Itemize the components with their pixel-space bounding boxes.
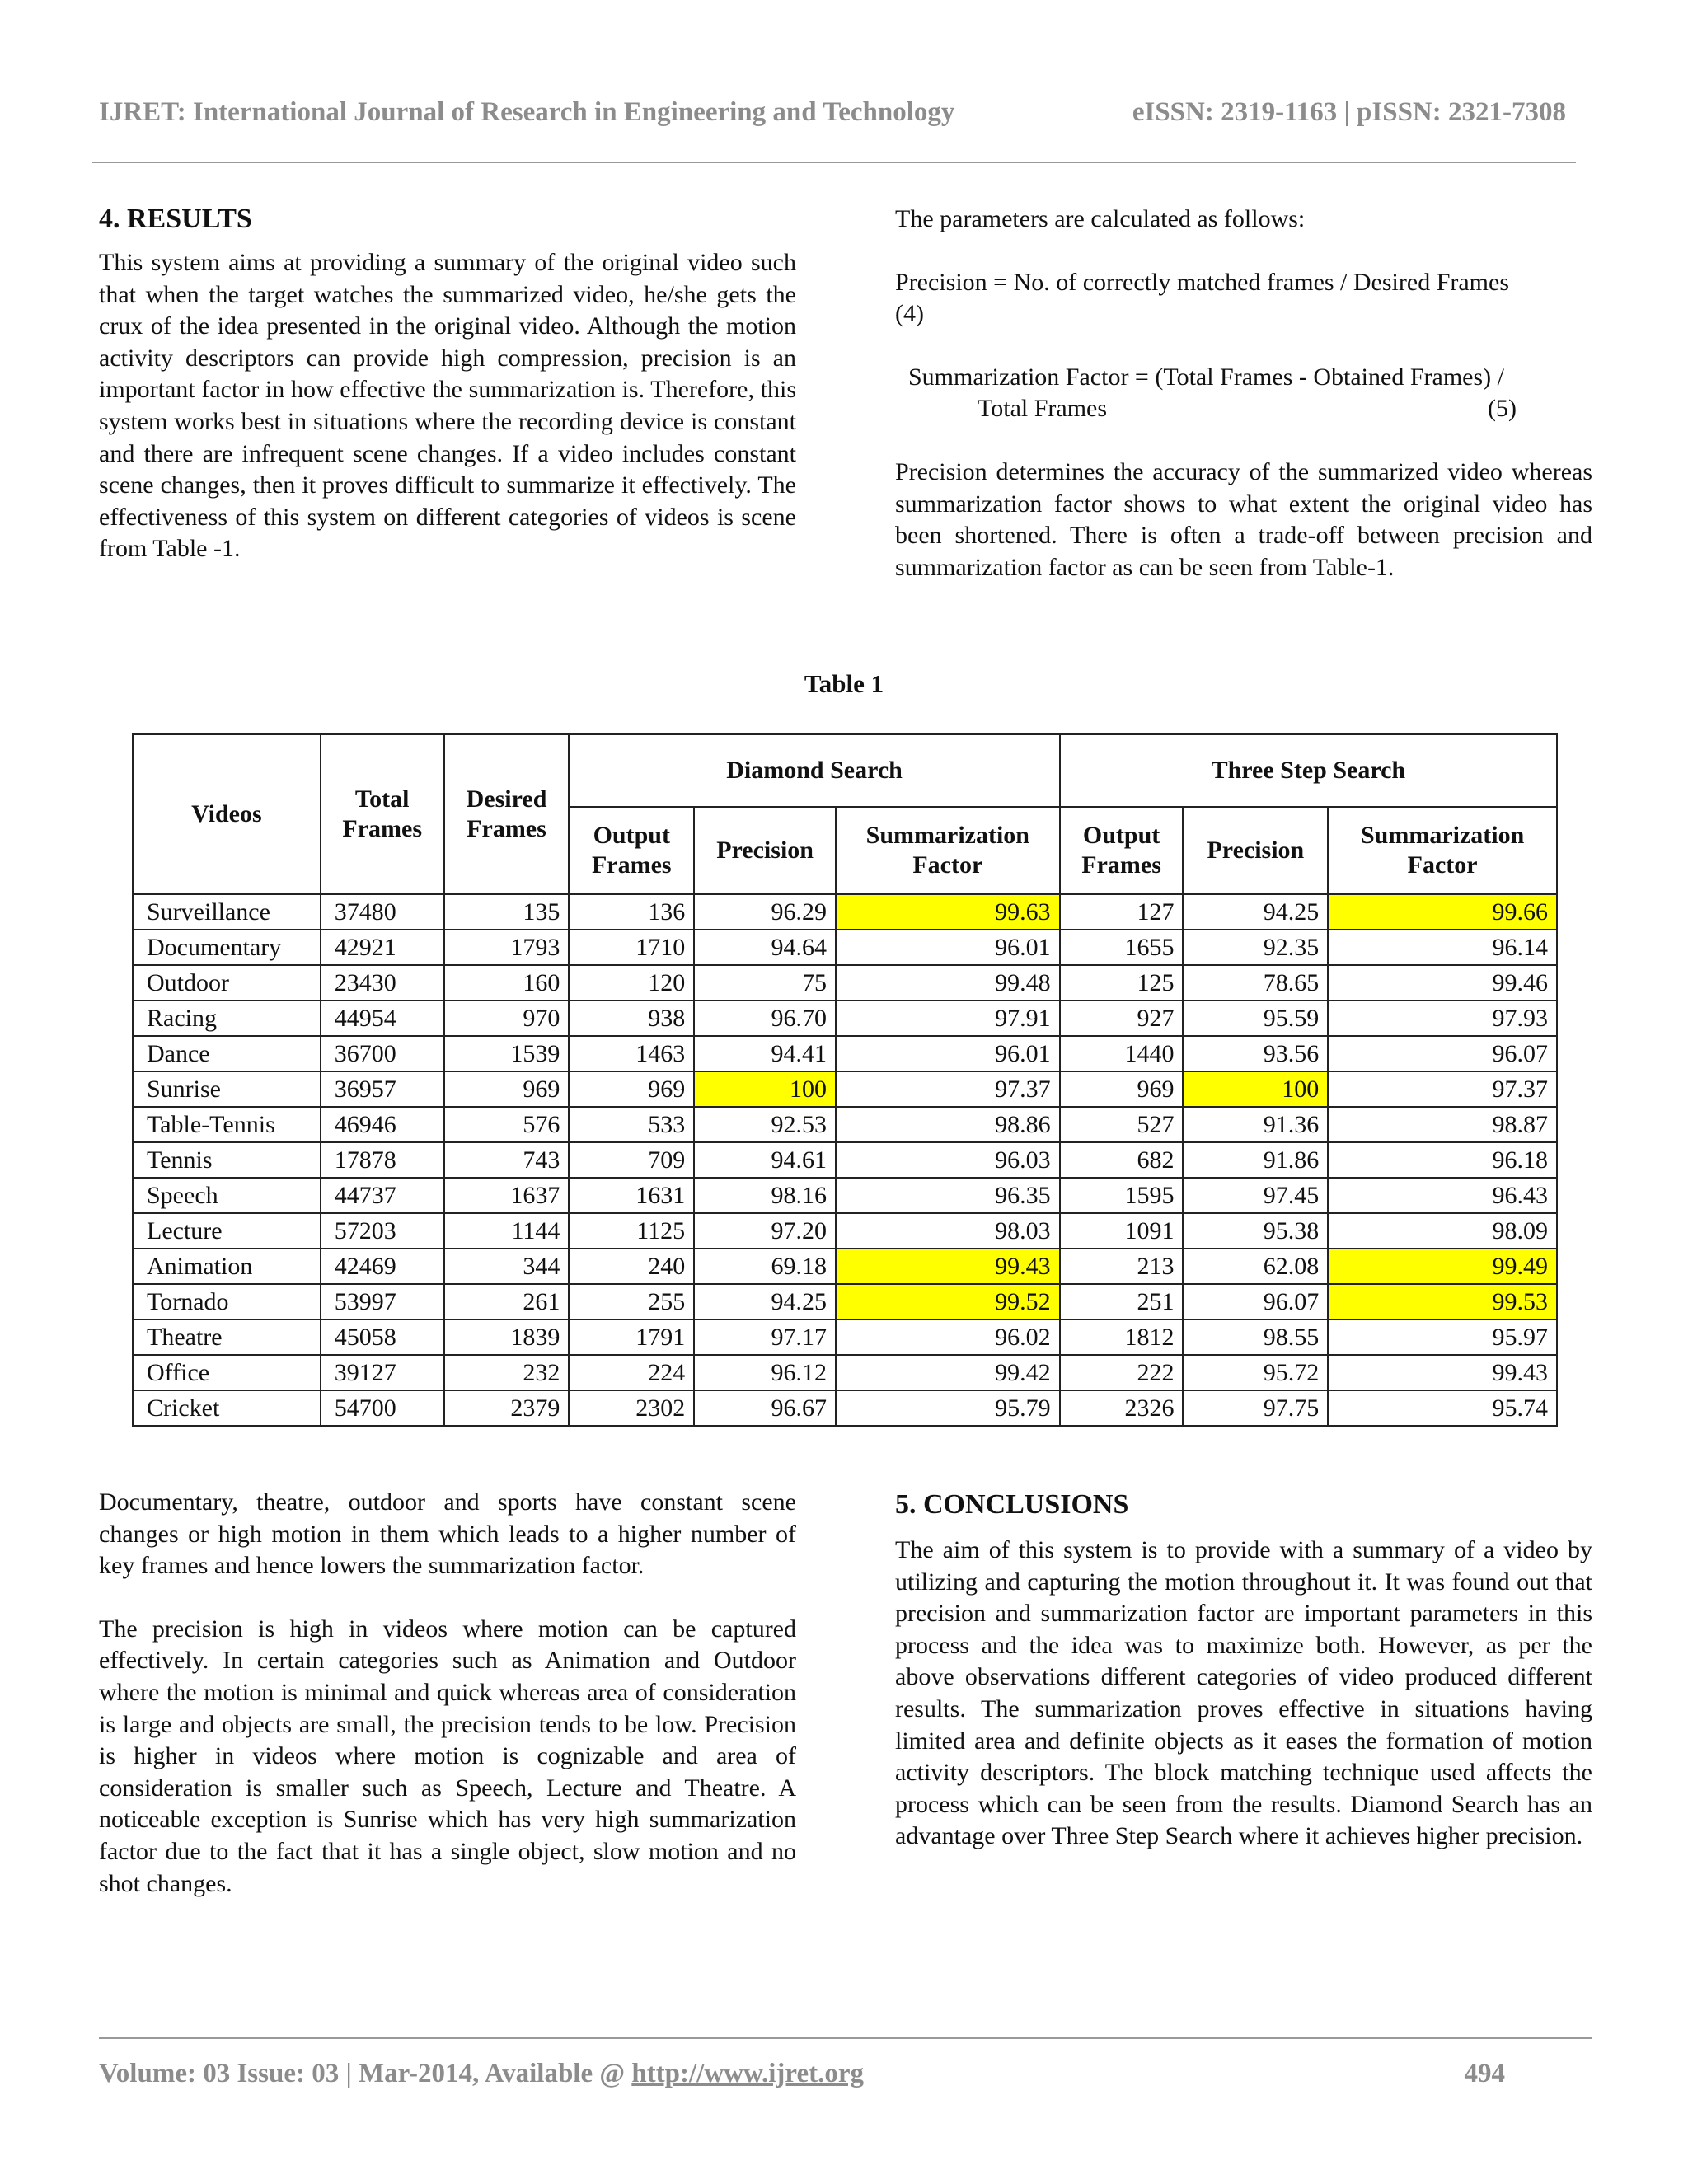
equation-number-4: (4) <box>895 300 924 328</box>
table-row <box>133 894 1557 930</box>
header-videos: Videos <box>133 734 321 894</box>
cell-desired: 743 <box>444 1142 570 1178</box>
cell-ds-precision: 96.70 <box>694 1001 836 1036</box>
cell-ds-summarization: 96.01 <box>836 930 1060 965</box>
equation-precision: Precision = No. of correctly matched frames / Desired Frames <box>895 268 1510 296</box>
table-row <box>133 1142 1557 1178</box>
cell-ds-summarization: 99.42 <box>836 1355 1060 1390</box>
cell-ds-precision: 96.12 <box>694 1355 836 1390</box>
cell-total: 45058 <box>321 1319 444 1355</box>
cell-ds-summarization: 98.86 <box>836 1107 1060 1142</box>
header-desired-frames: Desired Frames <box>444 734 570 894</box>
volume-text: Volume: 03 Issue: 03 | Mar-2014, Available @ <box>99 2059 632 2088</box>
cell-total: 42921 <box>321 930 444 965</box>
results-table <box>132 733 1558 1427</box>
cell-desired: 160 <box>444 965 570 1001</box>
volume-info <box>99 2059 864 2089</box>
equation-number-5: (5) <box>1488 395 1517 423</box>
header-ds-summarization-factor: Summarization Factor <box>836 807 1060 894</box>
cell-ds-precision: 97.20 <box>694 1213 836 1249</box>
cell-ts-summarization: 99.66 <box>1328 894 1557 930</box>
cell-ts-summarization: 99.43 <box>1328 1355 1557 1390</box>
cell-ts-precision: 95.59 <box>1183 1001 1328 1036</box>
cell-ts-output: 127 <box>1060 894 1184 930</box>
cell-ts-output: 682 <box>1060 1142 1184 1178</box>
cell-ts-summarization: 96.18 <box>1328 1142 1557 1178</box>
cell-video: Surveillance <box>133 894 321 930</box>
cell-video: Documentary <box>133 930 321 965</box>
cell-video: Animation <box>133 1249 321 1284</box>
table-row <box>133 965 1557 1001</box>
cell-desired: 969 <box>444 1071 570 1107</box>
cell-ts-precision: 62.08 <box>1183 1249 1328 1284</box>
cell-ds-precision: 94.61 <box>694 1142 836 1178</box>
cell-video: Office <box>133 1355 321 1390</box>
cell-ts-output: 125 <box>1060 965 1184 1001</box>
cell-total: 57203 <box>321 1213 444 1249</box>
cell-total: 54700 <box>321 1390 444 1426</box>
journal-name: IJRET: International Journal of Research in Engineering and Technology <box>99 97 955 127</box>
cell-ts-summarization: 95.74 <box>1328 1390 1557 1426</box>
cell-video: Tornado <box>133 1284 321 1319</box>
cell-ts-precision: 95.38 <box>1183 1213 1328 1249</box>
table-caption: Table 1 <box>804 669 884 698</box>
cell-ds-summarization: 99.43 <box>836 1249 1060 1284</box>
cell-ds-precision: 75 <box>694 965 836 1001</box>
cell-desired: 1793 <box>444 930 570 965</box>
cell-video: Racing <box>133 1001 321 1036</box>
cell-total: 37480 <box>321 894 444 930</box>
page-number: 494 <box>1464 2059 1505 2088</box>
cell-total: 36700 <box>321 1036 444 1071</box>
cell-ds-output: 2302 <box>569 1390 694 1426</box>
cell-ds-summarization: 96.02 <box>836 1319 1060 1355</box>
cell-video: Theatre <box>133 1319 321 1355</box>
cell-total: 44737 <box>321 1178 444 1213</box>
cell-ts-output: 222 <box>1060 1355 1184 1390</box>
cell-desired: 2379 <box>444 1390 570 1426</box>
cell-ds-output: 969 <box>569 1071 694 1107</box>
cell-ts-precision: 98.55 <box>1183 1319 1328 1355</box>
cell-desired: 344 <box>444 1249 570 1284</box>
cell-video: Outdoor <box>133 965 321 1001</box>
cell-desired: 970 <box>444 1001 570 1036</box>
cell-ts-summarization: 97.37 <box>1328 1071 1557 1107</box>
equation-summarization-line1: Summarization Factor = (Total Frames - Obtained Frames) / <box>908 363 1504 391</box>
cell-ts-summarization: 95.97 <box>1328 1319 1557 1355</box>
parameters-section <box>895 204 1592 583</box>
cell-ts-summarization: 96.43 <box>1328 1178 1557 1213</box>
cell-desired: 1144 <box>444 1213 570 1249</box>
cell-ts-output: 213 <box>1060 1249 1184 1284</box>
cell-ts-summarization: 96.14 <box>1328 930 1557 965</box>
cell-desired: 1839 <box>444 1319 570 1355</box>
discussion-paragraph-2: The precision is high in videos where motion can be captured effectively. In certain categories such as Animation and Outdoor where the motion is minimal and quick whereas area of consideration is large and objects are small, the precision tends to be low. Precision is higher in videos where motion is cognizable and area of consideration is smaller such as Speech, Lecture and Theatre. A noticeable exception is Sunrise which has very high summarization factor due to the fact that it has a single object, slow motion and no shot changes. <box>99 1615 796 1897</box>
cell-ds-precision: 94.41 <box>694 1036 836 1071</box>
header-ds-precision: Precision <box>694 807 836 894</box>
cell-ts-output: 1812 <box>1060 1319 1184 1355</box>
cell-total: 53997 <box>321 1284 444 1319</box>
cell-ts-precision: 93.56 <box>1183 1036 1328 1071</box>
cell-ds-precision: 96.67 <box>694 1390 836 1426</box>
cell-desired: 261 <box>444 1284 570 1319</box>
table-row <box>133 1178 1557 1213</box>
cell-video: Cricket <box>133 1390 321 1426</box>
cell-ts-precision: 97.75 <box>1183 1390 1328 1426</box>
cell-video: Sunrise <box>133 1071 321 1107</box>
cell-ts-summarization: 98.87 <box>1328 1107 1557 1142</box>
header-ts-summarization-factor: Summarization Factor <box>1328 807 1557 894</box>
header-total-frames: Total Frames <box>321 734 444 894</box>
discussion-section <box>99 1487 796 1900</box>
cell-total: 36957 <box>321 1071 444 1107</box>
cell-ds-output: 136 <box>569 894 694 930</box>
cell-ds-output: 120 <box>569 965 694 1001</box>
cell-ds-precision: 100 <box>694 1071 836 1107</box>
cell-desired: 1539 <box>444 1036 570 1071</box>
cell-video: Tennis <box>133 1142 321 1178</box>
cell-ds-precision: 94.64 <box>694 930 836 965</box>
results-paragraph: This system aims at providing a summary of the original video such that when the target watches the summarized video, he/she gets the crux of the idea presented in the original video. Although the motion activity descriptors can provide high compression, precision is an important factor in how effective the summarization is. Therefore, this system works best in situations where the recording device is constant and there are infrequent scene changes. If a video includes constant scene changes, then it proves difficult to summarize it effectively. The effectiveness of this system on different categories of videos is scene from Table -1. <box>99 249 796 563</box>
cell-ts-precision: 95.72 <box>1183 1355 1328 1390</box>
equation-summarization-denominator: Total Frames <box>978 395 1108 423</box>
cell-ts-output: 1091 <box>1060 1213 1184 1249</box>
issn: eISSN: 2319-1163 | pISSN: 2321-7308 <box>1132 97 1566 127</box>
discussion-paragraph-1: Documentary, theatre, outdoor and sports have constant scene changes or high motion in them which leads to a higher number of key frames and hence lowers the summarization factor. <box>99 1488 796 1580</box>
table-row <box>133 1213 1557 1249</box>
cell-ds-output: 1125 <box>569 1213 694 1249</box>
table-row <box>133 1319 1557 1355</box>
cell-ds-summarization: 96.01 <box>836 1036 1060 1071</box>
cell-ts-summarization: 99.46 <box>1328 965 1557 1001</box>
journal-link[interactable]: http://www.ijret.org <box>631 2059 864 2088</box>
cell-video: Table-Tennis <box>133 1107 321 1142</box>
cell-ds-output: 1791 <box>569 1319 694 1355</box>
footer-rule <box>99 2037 1592 2039</box>
cell-ts-output: 527 <box>1060 1107 1184 1142</box>
cell-total: 44954 <box>321 1001 444 1036</box>
cell-ts-summarization: 98.09 <box>1328 1213 1557 1249</box>
cell-ts-output: 927 <box>1060 1001 1184 1036</box>
cell-desired: 1637 <box>444 1178 570 1213</box>
cell-ds-summarization: 99.48 <box>836 965 1060 1001</box>
header-ds-output-frames: Output Frames <box>569 807 694 894</box>
cell-ds-summarization: 96.35 <box>836 1178 1060 1213</box>
cell-ts-precision: 91.86 <box>1183 1142 1328 1178</box>
table-row <box>133 1249 1557 1284</box>
cell-ds-precision: 97.17 <box>694 1319 836 1355</box>
cell-ds-precision: 69.18 <box>694 1249 836 1284</box>
cell-ds-precision: 92.53 <box>694 1107 836 1142</box>
cell-ds-summarization: 97.91 <box>836 1001 1060 1036</box>
cell-ds-summarization: 97.37 <box>836 1071 1060 1107</box>
cell-ds-precision: 98.16 <box>694 1178 836 1213</box>
cell-ds-output: 224 <box>569 1355 694 1390</box>
table-row <box>133 1071 1557 1107</box>
table-row <box>133 1001 1557 1036</box>
cell-total: 39127 <box>321 1355 444 1390</box>
cell-ts-output: 2326 <box>1060 1390 1184 1426</box>
header-ts-precision: Precision <box>1183 807 1328 894</box>
cell-ds-summarization: 95.79 <box>836 1390 1060 1426</box>
cell-ts-precision: 94.25 <box>1183 894 1328 930</box>
cell-ds-summarization: 98.03 <box>836 1213 1060 1249</box>
cell-ds-output: 938 <box>569 1001 694 1036</box>
cell-ts-output: 1595 <box>1060 1178 1184 1213</box>
cell-ts-precision: 96.07 <box>1183 1284 1328 1319</box>
cell-ts-summarization: 99.53 <box>1328 1284 1557 1319</box>
header-ts-output-frames: Output Frames <box>1060 807 1184 894</box>
equation-summarization-line2 <box>895 393 1592 425</box>
conclusions-section <box>895 1488 1592 1853</box>
cell-ds-output: 533 <box>569 1107 694 1142</box>
cell-ds-precision: 94.25 <box>694 1284 836 1319</box>
cell-ts-precision: 100 <box>1183 1071 1328 1107</box>
table-row <box>133 1284 1557 1319</box>
cell-ds-output: 1710 <box>569 930 694 965</box>
table-row <box>133 1355 1557 1390</box>
header-three-step-search: Three Step Search <box>1060 734 1557 807</box>
cell-ts-output: 1655 <box>1060 930 1184 965</box>
results-section <box>99 203 796 565</box>
cell-total: 42469 <box>321 1249 444 1284</box>
table-row <box>133 1107 1557 1142</box>
parameters-paragraph: Precision determines the accuracy of the summarized video whereas summarization factor shows to what extent the original video has been shortened. There is often a trade-off between precision and summarization factor as can be seen from Table-1. <box>895 457 1592 581</box>
cell-ds-precision: 96.29 <box>694 894 836 930</box>
cell-video: Speech <box>133 1178 321 1213</box>
cell-desired: 576 <box>444 1107 570 1142</box>
parameters-intro: The parameters are calculated as follows: <box>895 205 1306 232</box>
cell-ds-output: 1463 <box>569 1036 694 1071</box>
cell-ts-summarization: 96.07 <box>1328 1036 1557 1071</box>
running-header <box>99 97 1566 128</box>
cell-ts-precision: 97.45 <box>1183 1178 1328 1213</box>
cell-total: 17878 <box>321 1142 444 1178</box>
header-rule <box>92 162 1576 163</box>
table-row <box>133 930 1557 965</box>
cell-ds-summarization: 99.63 <box>836 894 1060 930</box>
cell-ts-precision: 92.35 <box>1183 930 1328 965</box>
cell-ts-precision: 78.65 <box>1183 965 1328 1001</box>
table-row <box>133 1390 1557 1426</box>
cell-ds-output: 240 <box>569 1249 694 1284</box>
running-footer <box>99 2059 1505 2089</box>
results-heading: 4. RESULTS <box>99 204 252 234</box>
cell-total: 23430 <box>321 965 444 1001</box>
cell-total: 46946 <box>321 1107 444 1142</box>
cell-ds-summarization: 99.52 <box>836 1284 1060 1319</box>
conclusions-paragraph: The aim of this system is to provide with a summary of a video by utilizing and capturing the motion throughout it. It was found out that precision and summarization factor are important parameters in this process and the idea was to maximize both. However, as per the above observations different categories of video produced different results. The summarization proves effective in situations having limited area and definite objects as it eases the formation of motion activity descriptors. The block matching technique used affects the process which can be seen from the results. Diamond Search has an advantage over Three Step Search where it achieves higher precision. <box>895 1536 1592 1850</box>
cell-ds-output: 1631 <box>569 1178 694 1213</box>
header-diamond-search: Diamond Search <box>569 734 1059 807</box>
cell-desired: 135 <box>444 894 570 930</box>
cell-ts-summarization: 97.93 <box>1328 1001 1557 1036</box>
cell-ds-summarization: 96.03 <box>836 1142 1060 1178</box>
cell-ts-summarization: 99.49 <box>1328 1249 1557 1284</box>
cell-ds-output: 255 <box>569 1284 694 1319</box>
cell-video: Dance <box>133 1036 321 1071</box>
cell-video: Lecture <box>133 1213 321 1249</box>
cell-desired: 232 <box>444 1355 570 1390</box>
conclusions-heading: 5. CONCLUSIONS <box>895 1489 1129 1520</box>
cell-ts-precision: 91.36 <box>1183 1107 1328 1142</box>
cell-ts-output: 251 <box>1060 1284 1184 1319</box>
cell-ts-output: 1440 <box>1060 1036 1184 1071</box>
cell-ds-output: 709 <box>569 1142 694 1178</box>
table-row <box>133 1036 1557 1071</box>
cell-ts-output: 969 <box>1060 1071 1184 1107</box>
